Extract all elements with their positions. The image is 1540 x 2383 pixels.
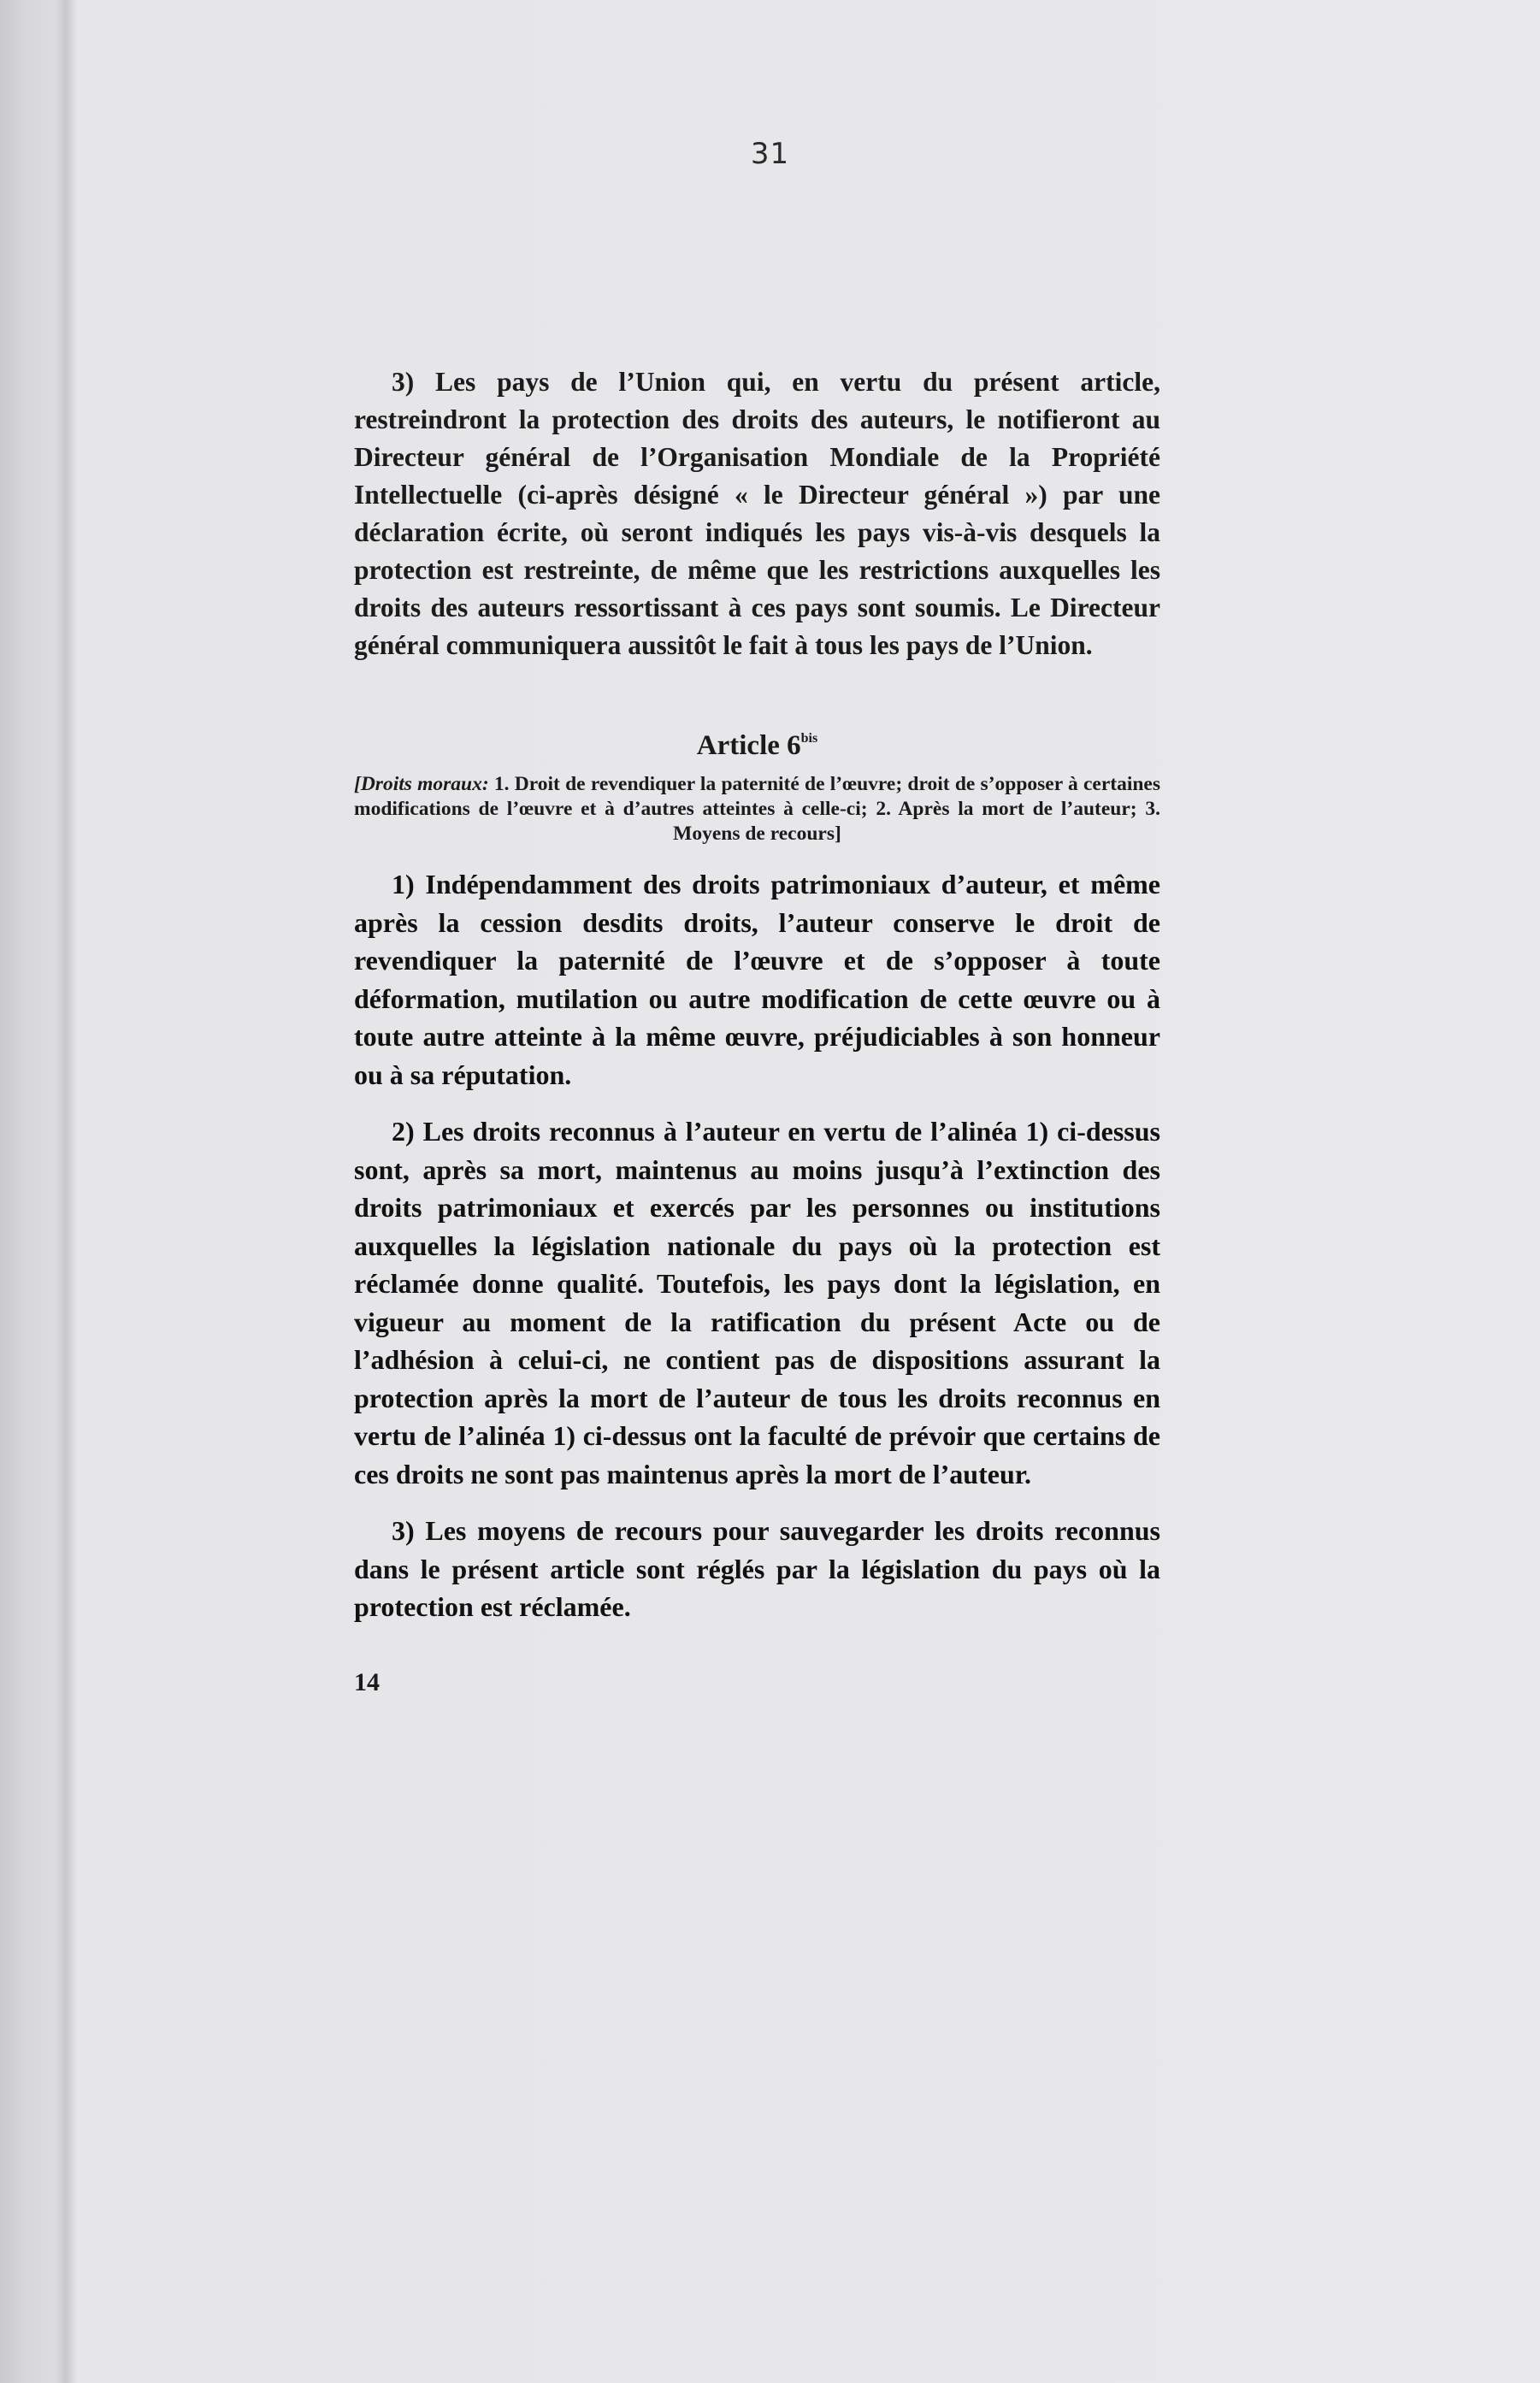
article-title-superscript: bis <box>800 731 818 746</box>
book-spine-shadow <box>55 0 77 2383</box>
page-footer-number: 14 <box>354 1667 380 1696</box>
section-3-paragraph: 3) Les pays de l’Union qui, en vertu du présent article, restreindront la protection des droits des auteurs, le notifieront au Directeur général de l’Organisation Mondiale de la Propriété Intellectuelle (ci-après désigné « le Directeur général ») par une déclaration écrite, où seront indiqués les pays vis-à-vis desquels la protection est restreinte, de même que les restrictions auxquelles les droits des auteurs ressortissant à ces pays sont soumis. Le Directeur général communiquera aussitôt le fait à tous les pays de l’Union. <box>354 367 1160 660</box>
article-summary <box>354 772 1160 846</box>
article-paragraph-3: 3) Les moyens de recours pour sauvegarder les droits reconnus dans le présent article sont réglés par la législation du pays où la protection est réclamée. <box>354 1515 1160 1622</box>
article-summary-italic: [Droits moraux: <box>354 773 489 795</box>
article-title <box>354 721 1160 764</box>
page-body <box>354 363 1160 1700</box>
article-summary-text: 1. Droit de revendiquer la paternité de l’œuvre; droit de s’opposer à certaines modifications de l’œuvre et à d’autres atteintes à celle-ci; 2. Après la mort de l’auteur; 3. Moyens de recours] <box>354 773 1160 845</box>
article-paragraph-1: 1) Indépendamment des droits patrimoniaux d’auteur, et même après la cession desdits droits, l’auteur conserve le droit de revendiquer la paternité de l’œuvre et de s’opposer à toute déformation, mutilation ou autre modification de cette œuvre ou à toute autre atteinte à la même œuvre, préjudiciables à son honneur ou à sa réputation. <box>354 869 1160 1090</box>
article-title-text: Article 6 <box>696 730 801 761</box>
page-header-number: 31 <box>750 137 790 171</box>
article-paragraph-2: 2) Les droits reconnus à l’auteur en vertu de l’alinéa 1) ci-dessus sont, après sa mort, maintenus au moins jusqu’à l’extinction des droits patrimoniaux et exercés par les personnes ou institutions auxquelles la législation nationale du pays où la protection est réclamée donne qualité. Toutefois, les pays dont la législation, en vigueur au moment de la ratification du présent Acte ou de l’adhésion à celui-ci, ne contient pas de dispositions assurant la protection après la mort de l’auteur de tous les droits reconnus en vertu de l’alinéa 1) ci-dessus ont la faculté de prévoir que certains de ces droits ne sont pas maintenus après la mort de l’auteur. <box>354 1116 1160 1489</box>
